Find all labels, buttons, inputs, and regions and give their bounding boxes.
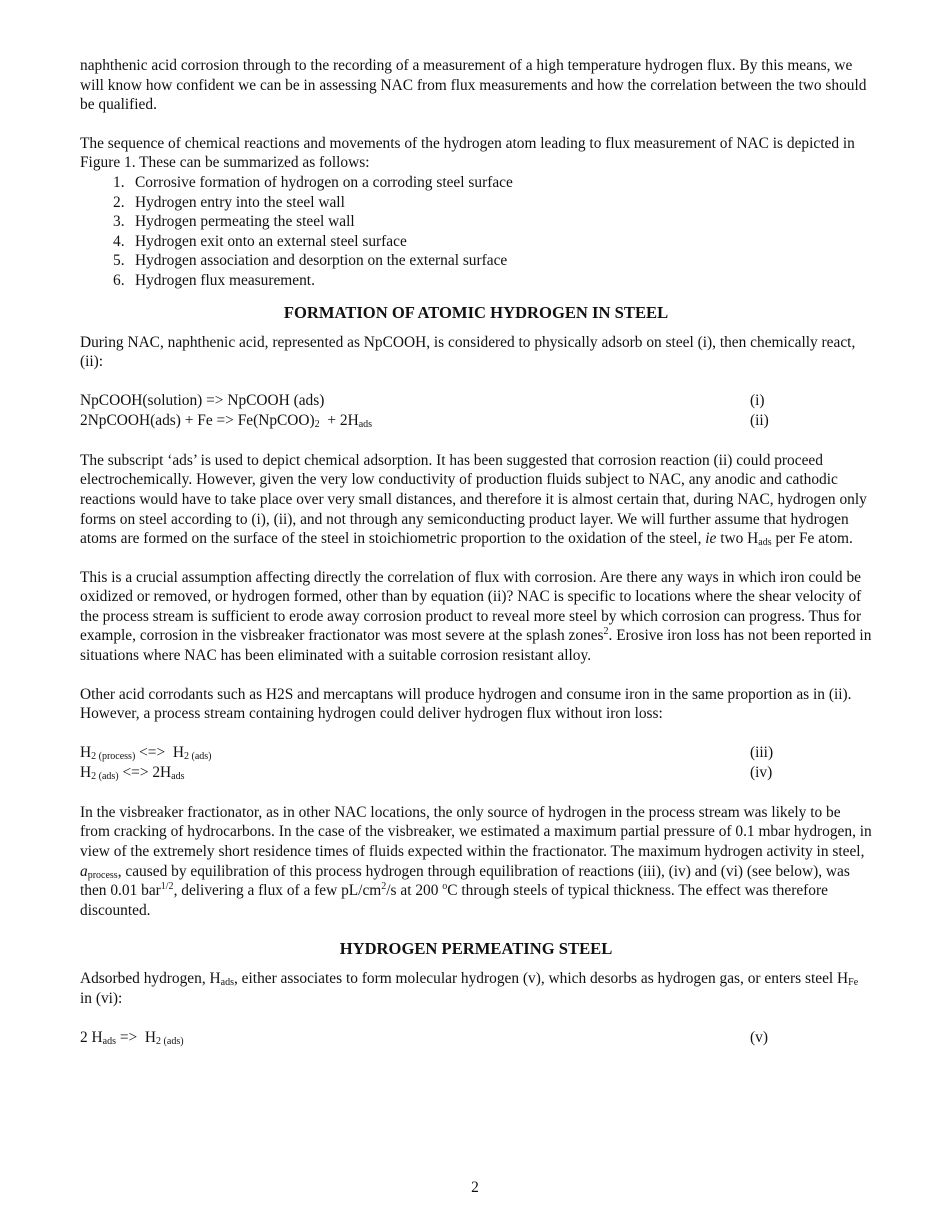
list-item: 6. Hydrogen flux measurement. — [113, 271, 315, 289]
equation-iv: $H_{2 (ads)}$ <=> $2H_{ads}$ (iv) — [80, 763, 872, 784]
equation-block-1 — [80, 391, 872, 432]
section-heading-permeating: HYDROGEN PERMEATING STEEL — [339, 939, 613, 959]
section1-paragraph-2: The subscript ‘ads’ is used to depict chemical adsorption. It has been suggested that corrosion reaction (ii) could proceed electrochemically. However, given the very low conductivity of production fluids subject to NAC, any anodic and cathodic reactions would have to take place over very small distances, and therefore it is almost certain that, during NAC, hydrogen only forms on steel according to (i), (ii), and not through any semiconducting product layer. We will further assume that hydrogen atoms are formed on the surface of the steel in stoichiometric proportion to the oxidation of the steel, ie two $H_{ads}$ per Fe atom. — [80, 451, 867, 549]
equation-i: NpCOOH(solution) => NpCOOH (ads) (i) — [80, 391, 872, 412]
list-item: 2. Hydrogen entry into the steel wall — [113, 193, 345, 211]
equation-iii: $H_{2 (process)}$ <=> $H_{2 (ads)}$ (iii) — [80, 743, 872, 764]
page-body — [80, 56, 872, 1048]
equation-tag: (iv) — [750, 764, 773, 782]
equation-v: 2 $H_{ads} => H_{2 (ads)}$ (v) — [80, 1028, 872, 1049]
list-item: 4. Hydrogen exit onto an external steel surface — [113, 232, 407, 250]
intro-paragraph-2: The sequence of chemical reactions and movements of the hydrogen atom leading to flux measurement of NAC is depicted in Figure 1. These can be summarized as follows: — [80, 134, 855, 172]
steps-list — [80, 173, 872, 291]
equation-block-2 — [80, 743, 872, 784]
section-heading-formation: FORMATION OF ATOMIC HYDROGEN IN STEEL — [283, 302, 669, 322]
page-number: 2 — [471, 1179, 479, 1196]
intro-paragraph-1: naphthenic acid corrosion through to the recording of a measurement of a high temperature hydrogen flux. By this means, we will know how confident we can be in assessing NAC from flux measurements and how the correlation between the two should be qualified. — [80, 57, 867, 114]
section1-paragraph-3: This is a crucial assumption affecting directly the correlation of flux with corrosion. Are there any ways in which iron could be oxidized or removed, or hydrogen formed, other than by equation (ii)? NAC is specific to locations where the shear velocity of the process stream is sufficient to erode away corrosion product to reveal more steel by which corrosion can progress. Thus for example, corrosion in the visbreaker fractionator was most severe at the splash zones$^2$. Erosive iron loss has not been reported in situations where NAC has been eliminated with a suitable corrosion resistant alloy. — [80, 568, 872, 665]
list-item: 5. Hydrogen association and desorption on the external surface — [113, 252, 508, 270]
list-item: 1. Corrosive formation of hydrogen on a corroding steel surface — [113, 173, 513, 191]
equation-tag: (i) — [750, 391, 765, 409]
list-item: 3. Hydrogen permeating the steel wall — [113, 213, 355, 231]
section1-paragraph-5: In the visbreaker fractionator, as in other NAC locations, the only source of hydrogen in the process stream was likely to be from cracking of hydrocarbons. In the case of the visbreaker, we estimated a maximum partial pressure of 0.1 mbar hydrogen, in view of the extremely short residence times of fluids expected within the fractionator. The maximum hydrogen activity in steel, $a_{process}$, caused by equilibration of this process hydrogen through equilibration of reactions (iii), (iv) and (vi) (see below), was then 0.01 bar$^{1/2}$, delivering a flux of a few $pL/cm^2/s$ at 200 $^o$C through steels of typical thickness. The effect was therefore discounted. — [80, 803, 872, 919]
equation-tag: (ii) — [750, 412, 769, 430]
equation-block-3 — [80, 1028, 872, 1049]
section1-paragraph-4: Other acid corrodants such as H2S and mercaptans will produce hydrogen and consume iron in the same proportion as in (ii). However, a process stream containing hydrogen could deliver hydrogen flux without iron loss: — [80, 685, 852, 723]
equation-tag: (iii) — [750, 743, 774, 761]
equation-tag: (v) — [750, 1028, 768, 1046]
section1-paragraph-1: During NAC, naphthenic acid, represented as NpCOOH, is considered to physically adsorb on steel (i), then chemically react, (ii): — [80, 333, 856, 371]
section2-paragraph-1: Adsorbed hydrogen, $H_{ads}$, either associates to form molecular hydrogen (v), which desorbs as hydrogen gas, or enters steel $H_{Fe}$ in (vi): — [80, 970, 859, 1007]
equation-ii: 2NpCOOH(ads) + $Fe => Fe(NpCOO)_2 + 2H_{ads}$ (ii) — [80, 411, 872, 432]
